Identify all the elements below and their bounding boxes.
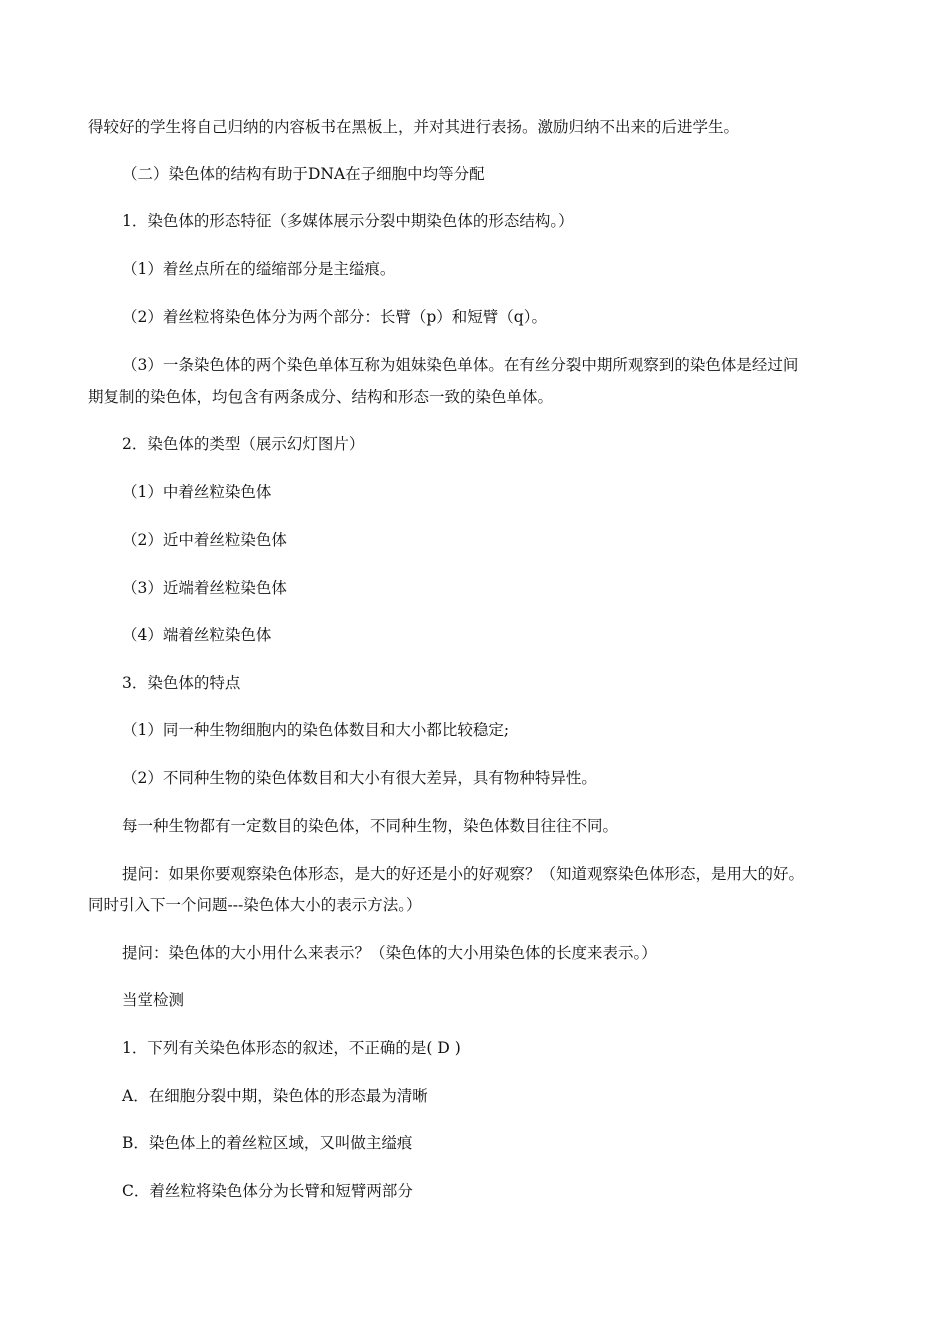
list-item: （3）一条染色体的两个染色单体互称为姐妹染色单体。在有丝分裂中期所观察到的染色体是经过间 (122, 356, 799, 374)
paragraph-line: 每一种生物都有一定数目的染色体，不同种生物，染色体数目往往不同。 (122, 817, 619, 835)
question-line: 提问：染色体的大小用什么来表示？（染色体的大小用染色体的长度来表示。） (122, 944, 657, 962)
question-line: 提问：如果你要观察染色体形态，是大的好还是小的好观察？（知道观察染色体形态，是用大的好。 (122, 865, 805, 883)
list-item: （3）近端着丝粒染色体 (122, 579, 287, 597)
exercise-option: C．着丝粒将染色体分为长臂和短臂两部分 (122, 1182, 413, 1200)
subheading: 1．染色体的形态特征（多媒体展示分裂中期染色体的形态结构。） (122, 212, 574, 230)
list-item: （2）近中着丝粒染色体 (122, 531, 287, 549)
list-item: （2）不同种生物的染色体数目和大小有很大差异，具有物种特异性。 (122, 769, 597, 787)
list-item: （1）着丝点所在的缢缩部分是主缢痕。 (122, 260, 396, 278)
paragraph-line: 得较好的学生将自己归纳的内容板书在黑板上，并对其进行表扬。激励归纳不出来的后进学生。 (88, 118, 740, 136)
subheading: 2．染色体的类型（展示幻灯图片） (122, 435, 365, 453)
section-heading: （二）染色体的结构有助于DNA在子细胞中均等分配 (122, 165, 485, 183)
list-item: （1）中着丝粒染色体 (122, 483, 272, 501)
list-item-continuation: 期复制的染色体，均包含有两条成分、结构和形态一致的染色单体。 (88, 388, 554, 406)
list-item: （4）端着丝粒染色体 (122, 626, 272, 644)
list-item: （2）着丝粒将染色体分为两个部分：长臂（p）和短臂（q）。 (122, 308, 547, 326)
exercise-question: 1．下列有关染色体形态的叙述，不正确的是( D ) (122, 1039, 461, 1057)
question-continuation: 同时引入下一个问题---染色体大小的表示方法。） (88, 896, 422, 914)
exercise-option: A．在细胞分裂中期，染色体的形态最为清晰 (122, 1087, 428, 1105)
section-heading: 当堂检测 (122, 991, 185, 1009)
exercise-option: B．染色体上的着丝粒区域，又叫做主缢痕 (122, 1134, 413, 1152)
list-item: （1）同一种生物细胞内的染色体数目和大小都比较稳定; (122, 721, 510, 739)
subheading: 3．染色体的特点 (122, 674, 241, 692)
